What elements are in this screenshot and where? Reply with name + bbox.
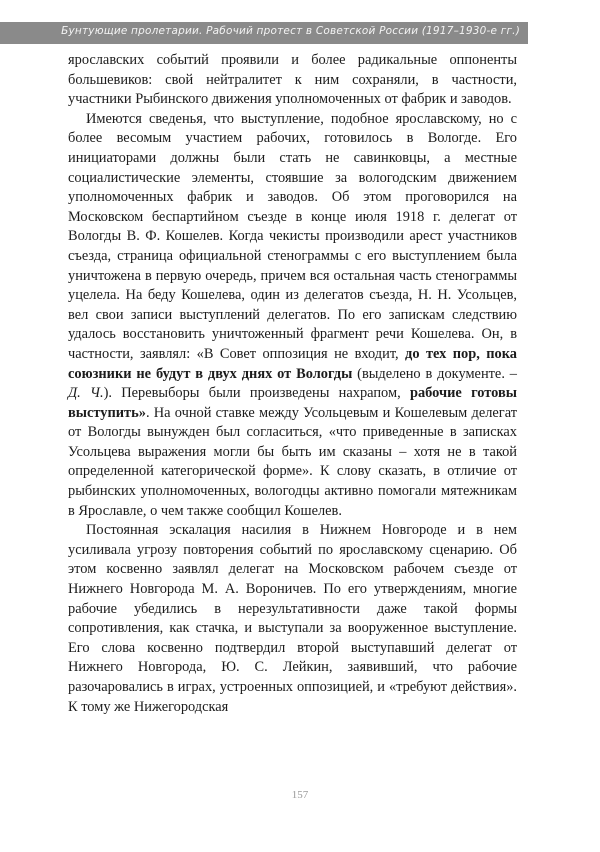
body-text bbox=[68, 51, 517, 717]
paragraph-3 bbox=[68, 521, 517, 717]
paragraph-1 bbox=[68, 51, 517, 110]
paragraph-2-text-a: Имеются сведенья, что выступление, подобное ярославскому, но с более весомым участием рабочих, готовилось в Вологде. Его инициаторами должны были стать не савинковцы, а местные социалистические элементы, стоявшие за вологодским движением уполномоченных фабрик и заводов. Об этом проговорился на Московском беспартийном съезде в конце июля 1918 г. делегат от Вологды В. Ф. Кошелев. Когда чекисты производили арест участников съезда, страница официальной стенограммы с его выступлением была уничтожена в первую очередь, причем вся остальная часть стенограммы уцелела. На беду Кошелева, один из делегатов съезда, Н. Н. Усольцев, вел свои записи выступлений делегатов. По его запискам следствию удалось восстановить уничтоженный фрагмент речи Кошелева. Он, в частности, заявлял: «В Совет оппозиция не входит, bbox=[68, 110, 517, 362]
emphasis-quote-1: до тех пор, пока союзники не будут в двух днях от Вологды bbox=[68, 345, 517, 382]
paragraph-2 bbox=[68, 110, 517, 521]
author-initials: Д. Ч. bbox=[68, 385, 104, 402]
paragraph-2-text-c: ). Перевыборы были произведены нахрапом, bbox=[103, 385, 410, 402]
running-header-title: Бунтующие пролетарии. Рабочий протест в Советской России (1917–1930-е гг.) bbox=[61, 25, 520, 37]
paragraph-2-text-d: . На очной ставке между Усольцевым и Кошелевым делегат от Вологды вынужден был согласиться, «что приведенные в записках Усольцева выражения могли бы быть им сказаны – хотя не в такой определенной категорической форме». К слову сказать, в отличие от рыбинских уполномоченных, вологодцы активно помогали мятежникам в Ярославле, о чем также сообщил Кошелев. bbox=[68, 404, 517, 519]
paragraph-1-text: ярославских событий проявили и более радикальные оппоненты большевиков: свой нейтралитет к ним сохраняли, в частности, участники Рыбинского движения уполномоченных от фабрик и заводов. bbox=[68, 52, 517, 108]
running-header-bar bbox=[0, 22, 528, 44]
paragraph-2-text-b: (выделено в документе. – bbox=[352, 365, 517, 382]
emphasis-quote-2: рабочие готовы выступить» bbox=[68, 385, 517, 421]
page-number: 157 bbox=[291, 789, 309, 801]
paragraph-3-text: Постоянная эскалация насилия в Нижнем Новгороде и в нем усиливала угрозу повторения событий по ярославскому сценарию. Об этом косвенно заявлял делегат на Московском рабочем съезде от Нижнего Новгорода М. А. Вороничев. По его утверждениям, многие рабочие убедились в нерезультативности даже такой формы сопротивления, как стачка, и выступали за вооруженное выступление. Его слова косвенно подтвердил второй выступавший делегат от Нижнего Новгорода, Ю. С. Лейкин, заявивший, что рабочие разочаровались в играх, устроенных оппозицией, и «требуют действия». К тому же Нижегородская bbox=[68, 522, 517, 715]
